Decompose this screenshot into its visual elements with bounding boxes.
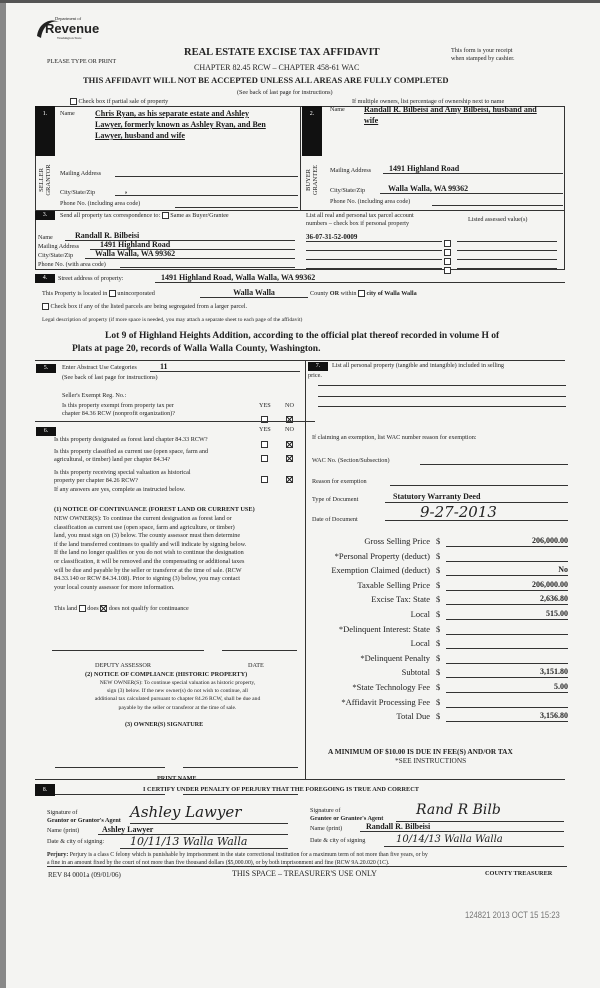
total-label: Excise Tax: State (371, 594, 430, 605)
notice-line: classification as current use (open space, farm and agriculture, or timber) (54, 523, 235, 531)
seller-name-label: Name (60, 110, 75, 117)
wac-label: WAC No. (Section/Subsection) (312, 457, 390, 464)
form-chapter: CHAPTER 82.45 RCW – CHAPTER 458-61 WAC (194, 63, 360, 72)
parcels-label-2: numbers – check box if personal property (306, 220, 410, 227)
corr-name-field[interactable]: Randall R. Bilbeisi (65, 231, 295, 241)
print-name-line-2[interactable] (183, 794, 298, 795)
logo-text-top: Department of (55, 16, 82, 21)
buyer-phone-label: Phone No. (including area code) (330, 198, 411, 205)
seller-grantor-label: SELLER GRANTOR (38, 164, 52, 196)
city-checkbox[interactable] (358, 290, 365, 297)
assessed-value-field[interactable] (457, 260, 557, 269)
doctype-field[interactable]: Statutory Warranty Deed (385, 492, 568, 503)
dollar-sign: $ (436, 594, 441, 605)
total-value-field[interactable] (446, 551, 568, 562)
total-row (300, 638, 570, 652)
unincorporated-checkbox[interactable] (109, 290, 116, 297)
seller-phone-field[interactable] (175, 199, 298, 208)
buyer-grantee-label: BUYER GRANTEE (305, 164, 319, 196)
buyer-name-line: wife (364, 116, 379, 125)
notice-continuance-title: (1) NOTICE OF CONTINUANCE (FOREST LAND OR CURRENT USE) (54, 506, 255, 513)
q-current-use-2: agricultural, or timber) land per chapter 84.34? (54, 456, 171, 463)
perjury-notice-2: a fine in an amount fixed by the court of not more than five thousand dollars ($5,000.00), or by both imprisonment and fine (RCW 9A.20.020 (1C). (47, 860, 567, 867)
total-label: Exemption Claimed (deduct) (331, 565, 430, 576)
q-forest: Is this property designated as forest land chapter 84.33 RCW? (54, 436, 208, 443)
forest-yes-checkbox[interactable] (261, 441, 268, 448)
logo-text-sub: Washington State (57, 36, 82, 40)
total-row (300, 551, 570, 565)
total-value-field[interactable] (446, 638, 568, 649)
grantor-signature[interactable]: Ashley Lawyer (130, 803, 288, 824)
parcel-number-field[interactable]: 36-07-31-52-0009 (306, 233, 442, 242)
buyer-mailing-label: Mailing Address (330, 167, 372, 174)
owner-signature-label: (3) OWNER(S) SIGNATURE (125, 721, 204, 728)
grantee-name-field[interactable]: Randall R. Bilbeisi (360, 822, 564, 832)
notice-line: will be due and payable by the seller or transferor at the time of sale. (RCW (54, 566, 242, 574)
dor-logo (33, 14, 100, 49)
dollar-sign: $ (436, 579, 441, 590)
yes-header: YES (259, 402, 271, 409)
parcel-number-field[interactable] (306, 251, 442, 260)
assessed-label: Listed assessed value(s) (468, 216, 528, 223)
seller-phone-label: Phone No. (including area code) (60, 200, 141, 207)
total-value-field[interactable]: 3,156.80 (446, 711, 568, 722)
partial-sale-checkbox[interactable] (70, 98, 168, 105)
form-instructions: (See back of last page for instructions) (237, 89, 333, 96)
section-5-number: 5. (36, 364, 56, 373)
form-warning: THIS AFFIDAVIT WILL NOT BE ACCEPTED UNLESS ALL AREAS ARE FULLY COMPLETED (83, 75, 449, 85)
notice-line: your local county assessor for more information. (54, 583, 175, 591)
dollar-sign: $ (436, 623, 441, 634)
docdate-field[interactable]: 9-27-2013 (385, 505, 568, 521)
total-value-field[interactable]: 2,636.80 (446, 594, 568, 605)
abstract-field[interactable]: 11 (150, 362, 300, 372)
parcel-number-field[interactable] (306, 242, 442, 251)
corr-name-label: Name (38, 234, 53, 241)
total-row (300, 565, 570, 579)
total-value-field[interactable]: 515.00 (446, 609, 568, 620)
parcel-number-field[interactable] (306, 260, 442, 269)
no-header: NO (285, 426, 294, 433)
buyer-name-label: Name (330, 106, 345, 113)
total-value-field[interactable] (446, 624, 568, 635)
historic-no-checkbox[interactable] (286, 476, 293, 483)
total-label: *Affidavit Processing Fee (341, 696, 430, 707)
corr-phone-field[interactable] (120, 259, 295, 268)
seller-name-line: Chris Ryan, as his separate estate and Ashley (95, 109, 249, 118)
total-row (300, 711, 570, 725)
buyer-city-label: City/State/Zip (330, 187, 366, 194)
segregated-row: Check box if any of the listed parcels are being segregated from a larger parcel. (42, 303, 247, 310)
section-3-number: 3. (35, 211, 55, 220)
section-8-number: 8. (35, 784, 55, 796)
dollar-sign: $ (436, 550, 441, 561)
grantor-date-label: Date & city of signing: (47, 838, 105, 845)
notice-line: additional tax calculated pursuant to chapter 84.26 RCW, shall be due and (94, 696, 261, 703)
parcels-label: List all real and personal tax parcel account (306, 212, 414, 219)
grantor-date-field[interactable]: 10/11/13 Walla Walla (120, 835, 288, 849)
grantor-name-label: Name (print) (47, 827, 80, 834)
total-label: *Personal Property (deduct) (334, 550, 430, 561)
form-revision: REV 84 0001a (09/01/06) (48, 871, 121, 879)
total-label: Taxable Selling Price (357, 579, 430, 590)
notice-line: 84.33.140 or RCW 84.34.108). Prior to signing (3) below, you may contact (54, 575, 240, 583)
docdate-label: Date of Document (312, 516, 358, 523)
grantee-signature[interactable]: Rand R Bilb (396, 802, 564, 822)
certify-statement: I CERTIFY UNDER PENALTY OF PERJURY THAT THE FOREGOING IS TRUE AND CORRECT (143, 786, 419, 793)
reason-label: Reason for exemption (312, 478, 367, 485)
assessor-date-line[interactable] (222, 650, 297, 651)
seller-mailing-label: Mailing Address (60, 170, 102, 177)
scan-edge-top (0, 0, 600, 3)
street-field[interactable]: 1491 Highland Road, Walla Walla, WA 99362 (155, 273, 565, 283)
see-back: (See back of last page for instructions) (62, 374, 158, 381)
assessed-value-field[interactable] (457, 233, 557, 242)
street-label: Street address of property: (58, 275, 124, 282)
receipt-note: This form is your receipt (451, 47, 513, 54)
section-7-number: 7. (308, 362, 328, 371)
corr-city-field[interactable]: Walla Walla, WA 99362 (85, 249, 295, 259)
notice-line: sign (3) below. If the new owner(s) do not wish to continue, all (106, 688, 248, 695)
historic-yes-checkbox[interactable] (261, 476, 268, 483)
total-label: Total Due (396, 711, 430, 722)
grantee-name-label: Name (print) (310, 825, 343, 832)
dollar-sign: $ (436, 682, 441, 692)
treasurer-stamp: 124821 2013 OCT 15 15:23 (465, 910, 560, 920)
q-historic: Is this property receiving special valuation as historical (54, 469, 191, 476)
same-as-buyer-checkbox[interactable] (162, 212, 169, 219)
logo-text: Revenue (45, 21, 100, 36)
county-field[interactable]: Walla Walla (200, 288, 308, 298)
doctype-label: Type of Document (312, 496, 359, 503)
grantor-sig-label: Signature of (47, 809, 78, 816)
deputy-assessor-label: DEPUTY ASSESSOR (95, 662, 151, 669)
q-historic-2: property per chapter 84.26 RCW? (54, 477, 139, 484)
exempt-reg-label: Seller's Exempt Reg. No.: (62, 392, 127, 399)
located-row: This Property is located in unincorporated (42, 290, 155, 297)
dollar-sign: $ (436, 711, 441, 722)
correspondence-label: Send all property tax correspondence to: Same as Buyer/Grantee (60, 212, 229, 219)
wac-field[interactable] (420, 456, 568, 465)
q-current-use: Is this property classified as current use (open space, farm and (54, 448, 209, 455)
yes-header: YES (259, 426, 271, 433)
see-instructions-note: *SEE INSTRUCTIONS (395, 756, 467, 765)
grantee-date-label: Date & city of signing (310, 837, 366, 844)
grantee-date-field[interactable]: 10/14/13 Walla Walla (384, 834, 564, 847)
reason-field[interactable] (390, 477, 568, 486)
total-row (300, 667, 570, 681)
notice-continuance-text (54, 515, 302, 592)
multiple-owners-note: If multiple owners, list percentage of ownership next to name (352, 98, 505, 105)
current-use-no-checkbox[interactable] (286, 455, 293, 462)
notice-line: land, you must sign on (3) below. The county assessor must then determine (54, 532, 241, 540)
seller-mailing-field[interactable] (115, 167, 298, 177)
corr-mailing-field[interactable]: 1491 Highland Road (90, 240, 295, 250)
partial-sale-label: Check box if partial sale of property (78, 98, 169, 105)
q-exempt-2: chapter 84.36 RCW (nonprofit organization)? (62, 410, 176, 417)
personal-property-label-2: price. (308, 372, 322, 379)
buyer-name-line: Randall R. Bilbeisi and Amy Bilbeisi, husband and (364, 105, 537, 114)
notice-line: NEW OWNER(S): To continue special valuation as historic property, (99, 680, 256, 686)
total-value-field[interactable]: 3,151.80 (446, 667, 568, 678)
seller-name-line: Lawyer, husband and wife (95, 131, 185, 140)
section-4-number: 4. (35, 274, 55, 283)
perjury-notice: Perjury: Perjury is a class C felony which is punishable by imprisonment in the state correctional institution for a maximum term of not more than five years, or by (47, 852, 428, 858)
total-label: Gross Selling Price (364, 536, 430, 546)
buyer-phone-field[interactable] (432, 197, 563, 206)
total-value-field[interactable] (446, 653, 568, 664)
type-or-print: PLEASE TYPE OR PRINT (47, 58, 117, 65)
dollar-sign: $ (436, 638, 441, 649)
grantor-sig-label-2: Grantor or Grantor's Agent (47, 817, 121, 824)
dollar-sign: $ (436, 696, 441, 707)
grantee-sig-label: Signature of (310, 807, 341, 814)
assessed-value-field[interactable] (457, 242, 557, 251)
county-or-row: County OR within city of Walla Walla (310, 290, 417, 297)
section-1-number: 1. (35, 106, 55, 156)
buyer-city-field[interactable]: Walla Walla, WA 99362 (380, 184, 563, 194)
no-header: NO (285, 402, 294, 409)
buyer-mailing-field[interactable]: 1491 Highland Road (383, 164, 563, 174)
notice-line: payable by the seller or transferor at the time of sale. (118, 704, 237, 711)
notice-line: or classification, it will be removed and the compensating or additional taxes (54, 557, 245, 565)
total-value-field[interactable]: 206,000.00 (446, 536, 568, 547)
q-exempt: Is this property exempt from property tax per (62, 402, 174, 409)
total-label: *State Technology Fee (352, 682, 430, 692)
legal-description: Lot 9 of Highland Heights Addition, according to the official plat thereof recorded in volume H of (105, 331, 500, 341)
dollar-sign: $ (436, 667, 441, 678)
continuance-row: This land does does not qualify for continuance (54, 605, 189, 612)
does-qualify-checkbox[interactable] (79, 605, 86, 612)
section-2-number: 2. (302, 106, 322, 156)
seller-name-line: Lawyer, formerly known as Ashley Ryan, and Ben (95, 120, 266, 129)
total-label: Local (410, 609, 430, 619)
current-use-yes-checkbox[interactable] (261, 455, 268, 462)
total-row (300, 682, 570, 696)
q-instructions: If any answers are yes, complete as instructed below. (54, 486, 186, 493)
dollar-sign: $ (436, 652, 441, 663)
abstract-label: Enter Abstract Use Categories (62, 364, 137, 371)
total-label: *Delinquent Penalty (360, 652, 430, 663)
form-title: REAL ESTATE EXCISE TAX AFFIDAVIT (184, 47, 380, 58)
legal-description-2: Plats at page 20, records of Walla Walla County, Washington. (72, 344, 321, 354)
owner-sign-line-2[interactable] (183, 767, 298, 768)
notice-compliance-title: (2) NOTICE OF COMPLIANCE (HISTORIC PROPERTY) (85, 671, 248, 678)
receipt-note-2: when stamped by cashier. (451, 55, 515, 62)
total-row (300, 697, 570, 711)
total-label: Subtotal (401, 667, 430, 678)
grantee-sig-label-2: Grantee or Grantee's Agent (310, 815, 384, 822)
notice-line: NEW OWNER(S): To continue the current designation as forest land or (54, 515, 232, 522)
total-value-field[interactable]: No (446, 565, 568, 576)
minimum-due-note: A MINIMUM OF $10.00 IS DUE IN FEE(S) AND/OR TAX (328, 747, 513, 756)
county-treasurer-label: COUNTY TREASURER (485, 870, 553, 877)
segregated-checkbox[interactable] (42, 303, 49, 310)
total-value-field[interactable] (446, 697, 568, 708)
date-label: DATE (248, 662, 264, 669)
section-6-number: 6. (36, 427, 56, 436)
personal-property-line[interactable] (318, 396, 566, 397)
assessor-sign-line[interactable] (52, 650, 204, 651)
corr-city-label: City/State/Zip (38, 252, 74, 259)
notice-line: If the land no longer qualifies or you do not wish to continue the designation (54, 549, 244, 557)
dollar-sign: $ (436, 565, 441, 576)
total-row (300, 536, 570, 550)
total-row (300, 653, 570, 667)
total-row (300, 624, 570, 638)
notice-compliance-text (55, 679, 300, 712)
personal-property-line[interactable] (318, 406, 566, 407)
dollar-sign: $ (436, 609, 441, 619)
grantor-name-field[interactable]: Ashley Lawyer (98, 825, 288, 835)
personal-property-line[interactable] (318, 385, 566, 386)
scan-edge (0, 0, 6, 988)
total-row (300, 594, 570, 608)
total-value-field[interactable]: 206,000.00 (446, 580, 568, 591)
seller-city-label: City/State/Zip (60, 189, 96, 196)
dollar-sign: $ (436, 536, 441, 546)
total-row (300, 580, 570, 594)
assessed-value-field[interactable] (457, 251, 557, 260)
forest-no-checkbox[interactable] (286, 441, 293, 448)
owner-sign-line[interactable] (55, 767, 165, 768)
total-row (300, 609, 570, 623)
legal-label: Legal description of property (if more space is needed, you may attach a separate sheet to each page of the affidavit) (42, 317, 303, 323)
total-label: *Delinquent Interest: State (338, 623, 430, 634)
treasurer-space: THIS SPACE – TREASURER'S USE ONLY (232, 869, 377, 878)
notice-line: if the land transferred continues to qualify and will indicate by signing below. (54, 540, 247, 548)
seller-city-field[interactable]: , (115, 186, 298, 196)
print-name-line[interactable] (55, 794, 165, 795)
personal-property-label: List all personal property (tangible and intangible) included in selling (332, 362, 505, 369)
total-label: Local (410, 638, 430, 649)
corr-mailing-label: Mailing Address (38, 243, 80, 250)
corr-phone-label: Phone No. (with area code) (38, 261, 106, 268)
claiming-label: If claiming an exemption, list WAC number reason for exemption: (312, 434, 477, 441)
does-not-qualify-checkbox[interactable] (100, 605, 107, 612)
total-value-field[interactable]: 5.00 (446, 682, 568, 693)
